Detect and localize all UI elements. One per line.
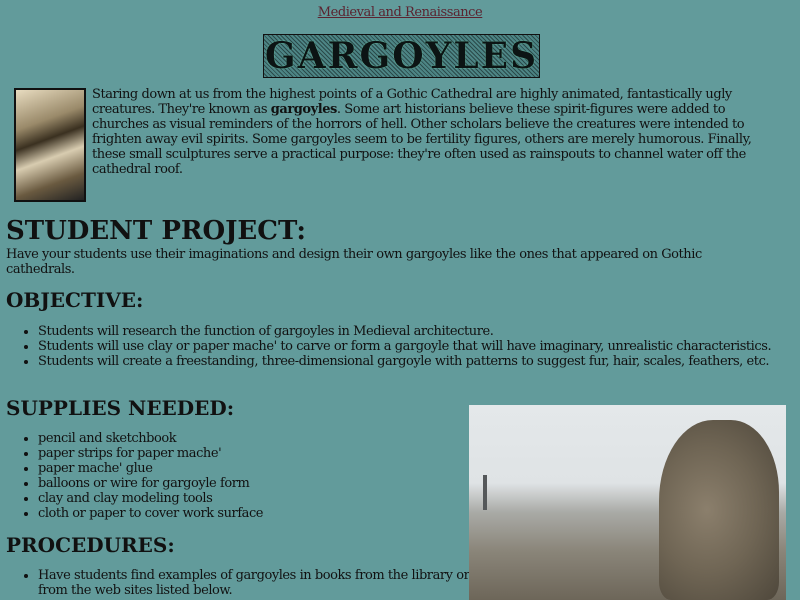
procedures-list (0, 568, 478, 598)
gargoyles-title-banner (263, 34, 540, 78)
notre-dame-gargoyle-photo (469, 405, 786, 600)
title-banner-text: GARGOYLES (264, 35, 539, 77)
supplies-list (0, 431, 498, 521)
list-item: • Students will research the function of gargoyles in Medieval architecture. (38, 324, 800, 339)
list-item: • paper strips for paper mache' (38, 446, 498, 461)
student-project-text: Have your students use their imaginations and design their own gargoyles like the ones that appeared on Gothic cathedrals. (6, 247, 702, 277)
medieval-renaissance-link[interactable]: Medieval and Renaissance (317, 5, 483, 20)
student-project-heading: STUDENT PROJECT: (6, 216, 306, 246)
photo-gargoyle (659, 420, 779, 600)
gargoyle-thumbnail-image (14, 88, 86, 202)
intro-bold-term: gargoyles (270, 102, 337, 117)
list-item: • balloons or wire for gargoyle form (38, 476, 498, 491)
list-item: • clay and clay modeling tools (38, 491, 498, 506)
list-item: • pencil and sketchbook (38, 431, 498, 446)
photo-spire (483, 475, 487, 510)
list-item: • Students will use clay or paper mache' to carve or form a gargoyle that will have imaginary, unrealistic characteristics. (38, 339, 800, 354)
intro-paragraph (92, 87, 782, 177)
intro-text-cont: . Some art historians believe these spirit-figures were added to churches as visual reminders of the horrors of hell. Other scholars believe the creatures were intended to frighten away evil spirits. Some gargoyles seem to be fertility figures, others are merely humorous. Finally, these small sculptures serve a practical purpose: they're often used as rainspouts to channel water off the cathedral roof. (92, 102, 752, 177)
objective-heading: OBJECTIVE: (6, 288, 144, 312)
procedures-heading: PROCEDURES: (6, 533, 175, 557)
list-item: • cloth or paper to cover work surface (38, 506, 498, 521)
list-item: • paper mache' glue (38, 461, 498, 476)
list-item: • Have students find examples of gargoyles in books from the library or from the web sites listed below. (38, 568, 478, 598)
intro-text: Staring down at us from the highest points of a Gothic Cathedral are highly animated, fantastically ugly creatures. They're known as (92, 87, 732, 117)
supplies-heading: SUPPLIES NEEDED: (6, 396, 235, 420)
objective-list (0, 324, 800, 369)
list-item: • Students will create a freestanding, three-dimensional gargoyle with patterns to suggest fur, hair, scales, feathers, etc. (38, 354, 800, 369)
